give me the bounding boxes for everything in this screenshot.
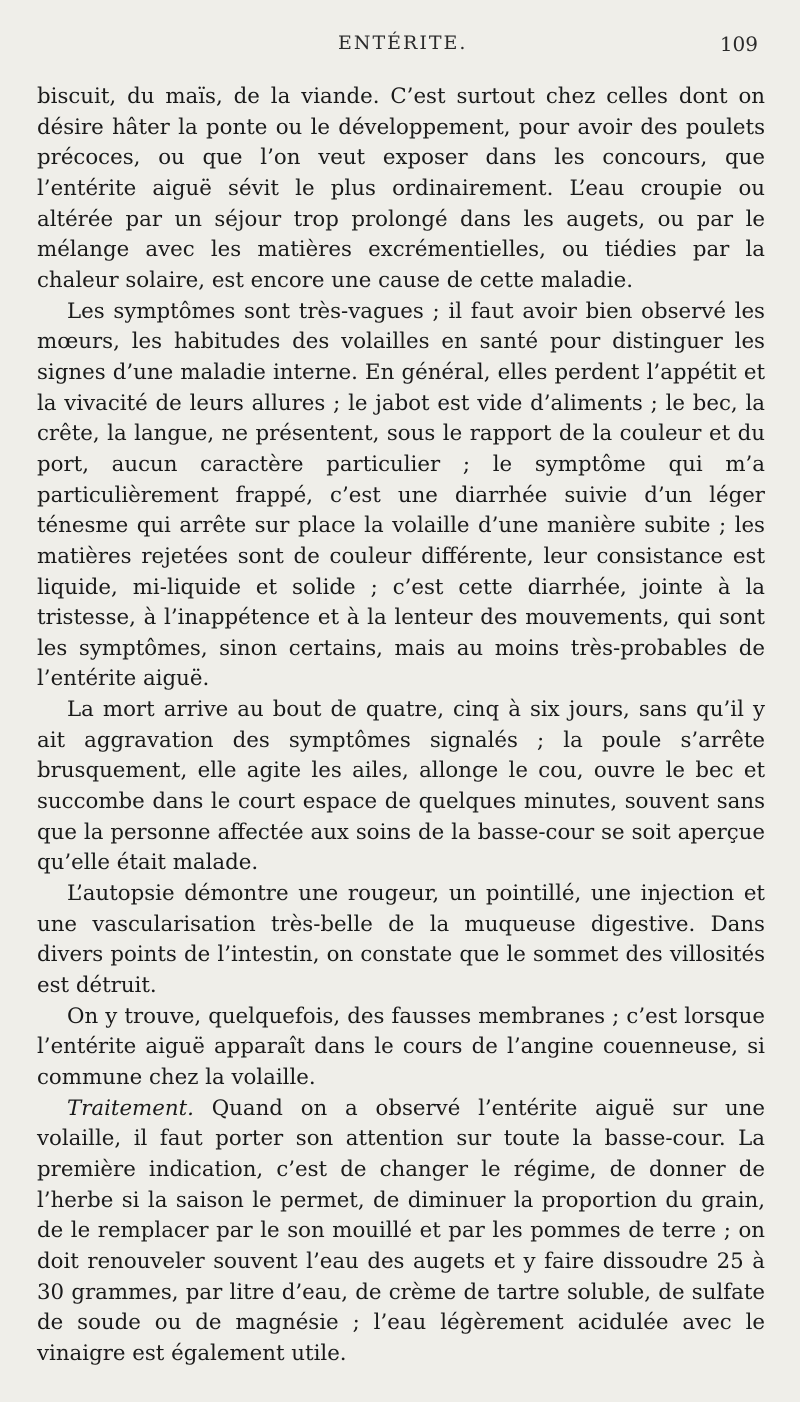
paragraph-autopsy: L’autopsie démontre une rougeur, un pointillé, une injection et une vascularisation très-belle de la muqueuse digestive. Dans divers points de l’intestin, on constate que le sommet des villosités est détruit. bbox=[37, 881, 765, 999]
paragraph-causes-continued: biscuit, du maïs, de la viande. C’est surtout chez celles dont on désire hâter la ponte ou le développement, pour avoir des poulets précoces, ou que l’on veut exposer dans les concours, que l’entérite aiguë sévit le plus ordinairement. L’eau croupie ou altérée par un séjour trop prolongé dans les augets, ou par le mélange avec les matières excrémentielles, ou tiédies par la chaleur solaire, est encore une cause de cette maladie. bbox=[37, 84, 765, 293]
running-head bbox=[0, 32, 800, 66]
running-title: ENTÉRITE. bbox=[338, 32, 468, 54]
paragraph-treatment bbox=[37, 1094, 765, 1370]
body-text bbox=[37, 82, 765, 1370]
paragraph-death: La mort arrive au bout de quatre, cinq à six jours, sans qu’il y ait aggravation des symptômes signalés ; la poule s’arrête brusquement, elle agite les ailes, allonge le cou, ouvre le bec et succombe dans le court espace de quelques minutes, souvent sans que la personne affectée aux soins de la basse-cour se soit aperçue qu’elle était malade. bbox=[37, 697, 765, 876]
paragraph-symptoms: Les symptômes sont très-vagues ; il faut avoir bien observé les mœurs, les habitudes des volailles en santé pour distinguer les signes d’une maladie interne. En général, elles perdent l’appétit et la vivacité de leurs allures ; le jabot est vide d’aliments ; le bec, la crête, la langue, ne présentent, sous le rapport de la couleur et du port, aucun caractère particulier ; le symptôme qui m’a particulièrement frappé, c’est une diarrhée suivie d’un léger ténesme qui arrête sur place la volaille d’une manière subite ; les matières rejetées sont de couleur différente, leur consistance est liquide, mi-liquide et solide ; c’est cette diarrhée, jointe à la tristesse, à l’inappétence et à la lenteur des mouvements, qui sont les symptômes, sinon certains, mais au moins très-probables de l’entérite aiguë. bbox=[37, 298, 765, 692]
paragraph-false-membranes: On y trouve, quelquefois, des fausses membranes ; c’est lorsque l’entérite aiguë apparaît dans le cours de l’angine couenneuse, si commune chez la volaille. bbox=[37, 1003, 765, 1090]
treatment-text: Quand on a observé l’entérite aiguë sur une volaille, il faut porter son attention sur toute la basse-cour. La première indication, c’est de changer le régime, de donner de l’herbe si la saison le permet, de diminuer la proportion du grain, de le remplacer par le son mouillé et par les pommes de terre ; on doit renouveler souvent l’eau des augets et y faire dissoudre 25 à 30 grammes, par litre d’eau, de crème de tartre soluble, de sulfate de soude ou de magnésie ; l’eau légèrement acidulée avec le vinaigre est également utile. bbox=[37, 1095, 765, 1366]
page-number: 109 bbox=[719, 32, 758, 56]
treatment-lead: Traitement. bbox=[67, 1095, 194, 1121]
